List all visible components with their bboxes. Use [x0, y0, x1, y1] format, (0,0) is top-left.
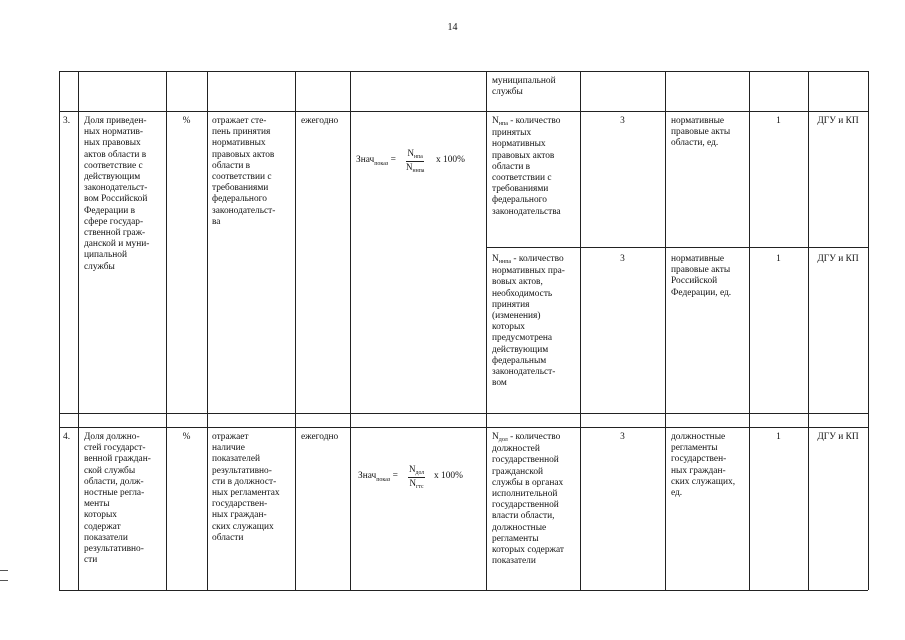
component-source: нормативные правовые акты Российской Федерации, ед. [671, 254, 732, 298]
responsible-org: ДГУ и КП [817, 254, 859, 264]
page-number: 14 [447, 22, 458, 33]
unit: % [182, 116, 191, 126]
indicator-name: Доля приведен- ных норматив- ных правовых актов области в соответствие с действующим законодательст- вом Российской Федерации в сфере государ- ственной граж- данской и муни- ципальной службы [84, 116, 150, 272]
indicator-meaning: отражает наличие показателей результативно- сти в должност- ных регламентах государствен- ных граждан- ских служащих области [212, 432, 280, 543]
indicator-name: Доля должно- стей государст- венной граждан- ской службы области, долж- ностные регла- менты которых содержат показатели результативно- сти [84, 432, 151, 566]
table-rule [665, 71, 666, 590]
responsible-code: 1 [776, 432, 781, 442]
table-rule [59, 111, 868, 112]
table-rule [486, 71, 487, 590]
margin-mark [0, 580, 8, 581]
formula-multiplier: x 100% [434, 471, 463, 481]
responsible-code: 1 [776, 254, 781, 264]
formula-fraction: $N_{нпа}$ $N_{ннпа}$ [406, 148, 425, 174]
table-rule [749, 71, 750, 590]
table-rule [59, 427, 868, 428]
formula-lhs: Знач$_{показ}$ = [358, 471, 398, 483]
margin-mark [0, 570, 8, 571]
table-rule [868, 71, 869, 590]
component-code: 3 [620, 432, 625, 442]
component-description: $N_{ннпа}$ - количество нормативных пра- вовых актов, необходимость принятия (изменения) которых предусмотрена действующим федеральным законодательст- вом [492, 254, 565, 389]
row-number: 3. [63, 116, 71, 126]
component-description: $N_{дол}$ - количество должностей государственной гражданской службы в органах исполнительной государственной власти области, должностные регламенты которых содержат показатели [492, 432, 565, 567]
table-rule [207, 71, 208, 590]
component-source: нормативные правовые акты области, ед. [671, 116, 731, 149]
period: ежегодно [301, 432, 339, 442]
responsible-org: ДГУ и КП [817, 432, 859, 442]
formula-lhs: Знач$_{показ}$ = [356, 155, 396, 167]
formula-fraction: $N_{дол}$ $N_{гтс}$ [409, 464, 425, 490]
table-rule [808, 71, 809, 590]
component-code: 3 [620, 116, 625, 126]
period: ежегодно [301, 116, 339, 126]
indicator-meaning: отражает сте- пень принятия нормативных правовых актов области в соответствии с требованиями федерального законодательст- ва [212, 116, 276, 227]
table-rule [166, 71, 167, 590]
table-rule [59, 590, 868, 591]
table-rule [59, 71, 60, 590]
table-rule [486, 247, 868, 248]
table-rule [580, 71, 581, 590]
component-description: $N_{нпа}$ - количество принятых нормативных правовых актов области в соответствии с требованиями федерального законодательства [492, 116, 561, 217]
table-rule [295, 71, 296, 590]
responsible-org: ДГУ и КП [817, 116, 859, 126]
table-rule [59, 71, 868, 72]
table-rule [78, 71, 79, 590]
row-number: 4. [63, 432, 71, 442]
top-row-description: муниципальной службы [492, 76, 556, 98]
responsible-code: 1 [776, 116, 781, 126]
component-code: 3 [620, 254, 625, 264]
formula-multiplier: x 100% [436, 155, 465, 165]
component-source: должностные регламенты государствен- ных граждан- ских служащих, ед. [671, 432, 736, 499]
table-rule [59, 413, 868, 414]
unit: % [182, 432, 191, 442]
table-rule [350, 71, 351, 590]
